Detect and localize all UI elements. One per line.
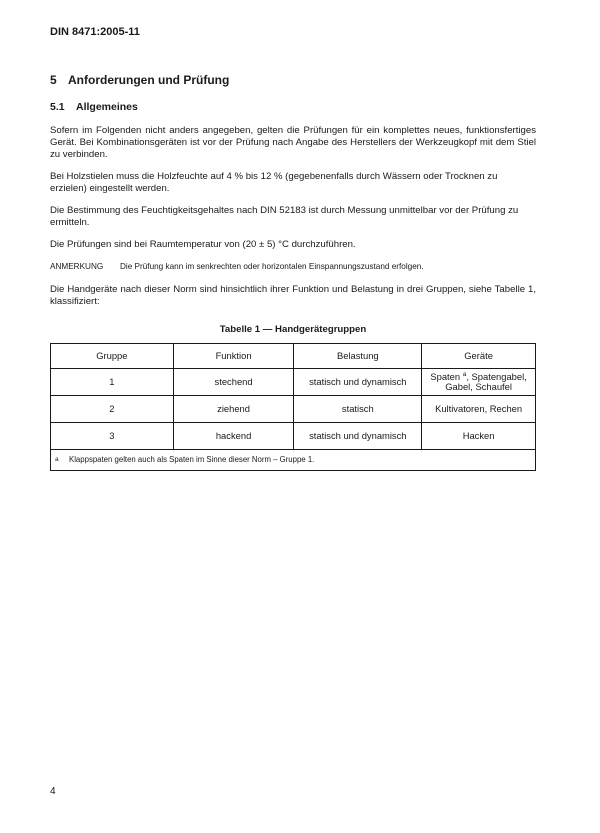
paragraph-room-temperature: Die Prüfungen sind bei Raumtemperatur von (20 ± 5) °C durchzuführen.: [50, 239, 356, 250]
footnote-mark: a: [55, 456, 59, 463]
section-title: Anforderungen und Prüfung: [68, 73, 230, 87]
geraete-text-end: , Spatengabel, Gabel, Schaufel: [445, 371, 527, 392]
note-label: ANMERKUNG: [50, 262, 104, 271]
page-number: 4: [50, 786, 56, 797]
table-row: [51, 423, 536, 450]
footnote-reference: a: [462, 370, 467, 378]
page-content: [50, 74, 536, 471]
subsection-title: Allgemeines: [76, 101, 138, 113]
table-caption: Tabelle 1 — Handgerätegruppen: [219, 324, 367, 335]
cell-gruppe: 3: [51, 423, 174, 450]
header-cell-funktion: Funktion: [173, 344, 294, 369]
subsection-number: 5.1: [50, 101, 65, 113]
paragraph-classification: Die Handgeräte nach dieser Norm sind hinsichtlich ihrer Funktion und Belastung in drei Gruppen, siehe Tabelle 1, klassifiziert:: [50, 284, 536, 307]
section-heading: [50, 74, 536, 86]
note: [50, 261, 536, 273]
cell-gruppe: 2: [51, 396, 174, 423]
cell-funktion: ziehend: [173, 396, 294, 423]
table-header-row: [51, 344, 536, 369]
cell-funktion: stechend: [173, 369, 294, 396]
table-footnote: [51, 450, 536, 471]
cell-geraete: Kultivatoren, Rechen: [422, 396, 536, 423]
cell-belastung: statisch: [294, 396, 422, 423]
cell-funktion: hackend: [173, 423, 294, 450]
header-cell-belastung: Belastung: [294, 344, 422, 369]
cell-belastung: statisch und dynamisch: [294, 423, 422, 450]
paragraph-scope: Sofern im Folgenden nicht anders angegeben, gelten die Prüfungen für ein komplettes neues, funktionsfertiges Gerät. Bei Kombinationsgeräten ist vor der Prüfung nach Angabe des Herstellers der Werkzeugkopf mit dem Stiel zu verbinden.: [50, 125, 536, 160]
document-id-header: DIN 8471:2005-11: [50, 26, 140, 38]
header-cell-gruppe: Gruppe: [51, 344, 174, 369]
table-footnote-row: [51, 450, 536, 471]
header-cell-geraete: Geräte: [422, 344, 536, 369]
table-row: [51, 396, 536, 423]
paragraph-wood-moisture: Bei Holzstielen muss die Holzfeuchte auf 4 % bis 12 % (gegebenenfalls durch Wässern oder Trocknen zu erzielen) eingestellt werden.: [50, 171, 498, 194]
cell-belastung: statisch und dynamisch: [294, 369, 422, 396]
table-row: [51, 369, 536, 396]
subsection-heading: [50, 101, 536, 113]
section-number: 5: [50, 73, 57, 87]
footnote-text: Klappspaten gelten auch als Spaten im Sinne dieser Norm – Gruppe 1.: [69, 455, 315, 464]
cell-gruppe: 1: [51, 369, 174, 396]
geraete-text-start: Spaten: [430, 371, 463, 382]
groups-table: [50, 343, 536, 471]
note-text: Die Prüfung kann im senkrechten oder horizontalen Einspannungszustand erfolgen.: [120, 262, 424, 271]
paragraph-moisture-determination: Die Bestimmung des Feuchtigkeitsgehaltes nach DIN 52183 ist durch Messung unmittelbar vor der Prüfung zu ermitteln.: [50, 205, 519, 228]
cell-geraete: [422, 369, 536, 396]
cell-geraete: Hacken: [422, 423, 536, 450]
